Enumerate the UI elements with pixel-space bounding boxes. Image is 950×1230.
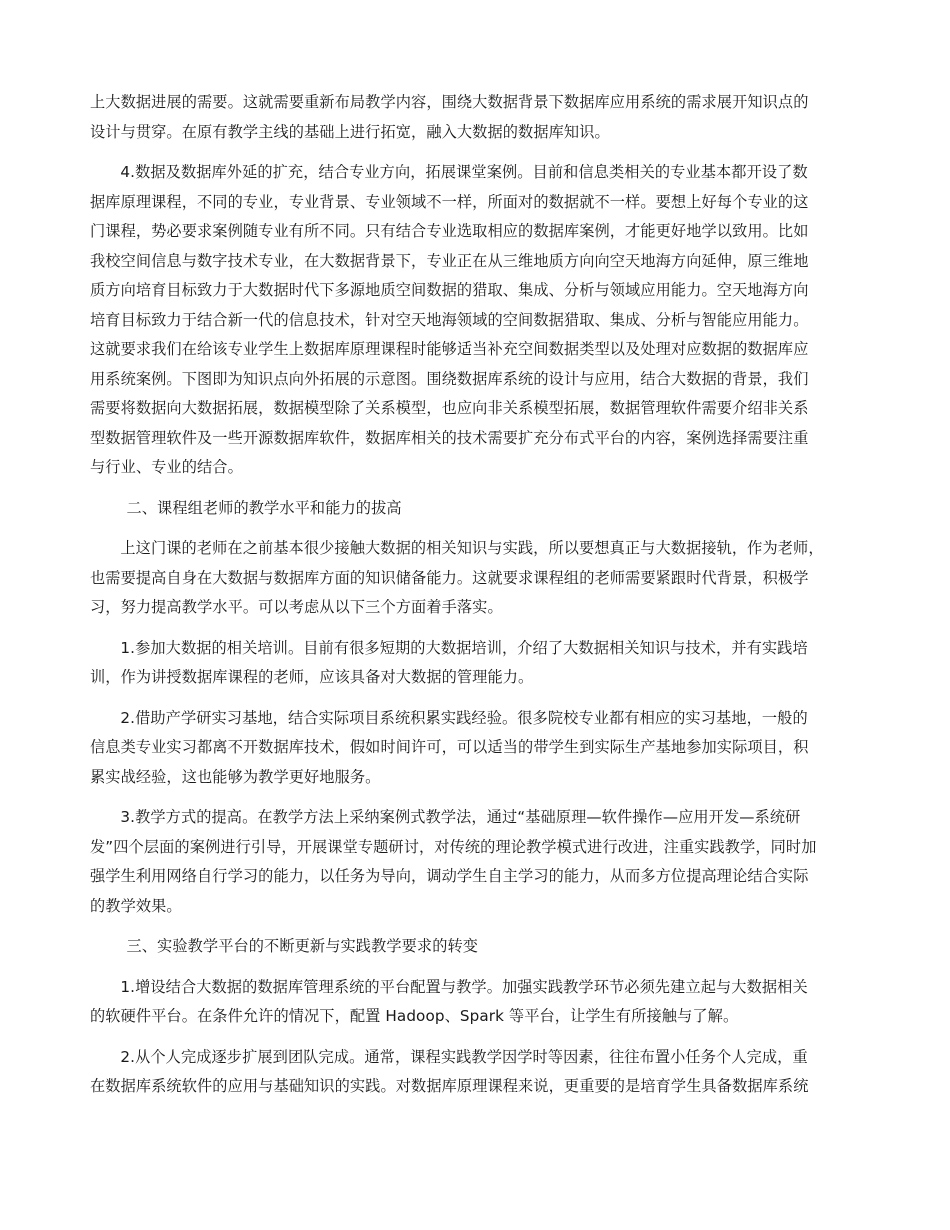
text-line: 习，努力提高教学水平。可以考虑从以下三个方面着手落实。 (90, 598, 503, 616)
text-line: 上大数据进展的需要。这就需要重新布局教学内容，围绕大数据背景下数据库应用系统的需求展开知识点的 (90, 93, 809, 111)
section-heading-3 (90, 932, 860, 962)
text-line: 1.参加大数据的相关培训。目前有很多短期的大数据培训，介绍了大数据相关知识与技术，并有实践培 (120, 638, 808, 657)
text-line: 设计与贯穿。在原有教学主线的基础上进行拓宽，融入大数据的数据库知识。 (90, 122, 610, 141)
text-line: 质方向培育目标致力于大数据时代下多源地质空间数据的猎取、集成、分析与领域应用能力。空天地海方向 (90, 281, 809, 299)
paragraph-item-2-team (90, 1043, 860, 1102)
text-line: 这就要求我们在给该专业学生上数据库原理课程时能够适当补充空间数据类型以及处理对应数据的数据库应 (90, 340, 809, 358)
text-line: 需要将数据向大数据拓展，数据模型除了关系模型，也应向非关系模型拓展，数据管理软件需要介绍非关系 (90, 399, 809, 417)
text-line: 门课程，势必要求案例随专业有所不同。只有结合专业选取相应的数据库案例，才能更好地学以致用。比如 (90, 222, 809, 240)
paragraph-continuation (90, 88, 860, 147)
text-line: 我校空间信息与数字技术专业，在大数据背景下，专业正在从三维地质方向向空天地海方向延伸，原三维地 (90, 251, 809, 270)
text-line: 上这门课的老师在之前基本很少接触大数据的相关知识与实践，所以要想真正与大数据接轨，作为老师， (120, 539, 824, 557)
text-line: 在数据库系统软件的应用与基础知识的实践。对数据库原理课程来说，更重要的是培育学生具备数据库系统 (90, 1077, 809, 1095)
text-line: 的教学效果。 (90, 896, 182, 915)
text-line: 培育目标致力于结合新一代的信息技术，针对空天地海领域的空间数据猎取、集成、分析与智能应用能力。 (90, 310, 809, 329)
text-line: 3.教学方式的提高。在教学方法上采纳案例式教学法，通过“基础原理—软件操作—应用开发—系统研 (120, 808, 801, 826)
text-line: 训，作为讲授数据库课程的老师，应该具备对大数据的管理能力。 (90, 668, 534, 686)
paragraph-item-1-platform (90, 973, 860, 1032)
heading-text: 二、课程组老师的教学水平和能力的拔高 (126, 498, 402, 517)
text-line: 据库原理课程，不同的专业，专业背景、专业领域不一样，所面对的数据就不一样。要想上好每个专业的这 (90, 192, 809, 211)
text-line: 2.从个人完成逐步扩展到团队完成。通常，课程实践教学因学时等因素，往往布置小任务个人完成，重 (120, 1047, 808, 1066)
text-line: 也需要提高自身在大数据与数据库方面的知识储备能力。这就要求课程组的老师需要紧跟时代背景，积极学 (90, 568, 809, 587)
text-line: 信息类专业实习都离不开数据库技术，假如时间许可，可以适当的带学生到实际生产基地参加实际项目，积 (90, 738, 809, 756)
text-line: 型数据管理软件及一些开源数据库软件，数据库相关的技术需要扩充分布式平台的内容，案例选择需要注重 (90, 428, 809, 447)
text-line: 的软硬件平台。在条件允许的情况下，配置 Hadoop、Spark 等平台，让学生有所接触与了解。 (90, 1007, 739, 1025)
paragraph-item-3-methods (90, 803, 860, 921)
section-heading-2 (90, 494, 860, 524)
paragraph-teachers (90, 534, 860, 623)
heading-text: 三、实验教学平台的不断更新与实践教学要求的转变 (126, 937, 479, 955)
text-line: 用系统案例。下图即为知识点向外拓展的示意图。围绕数据库系统的设计与应用，结合大数据的背景，我们 (90, 369, 809, 388)
text-line: 发”四个层面的案例进行引导，开展课堂专题研讨，对传统的理论教学模式进行改进，注重实践教学，同时加 (90, 837, 817, 856)
text-line: 2.借助产学研实习基地，结合实际项目系统积累实践经验。很多院校专业都有相应的实习基地，一般的 (120, 708, 808, 727)
text-line: 4.数据及数据库外延的扩充，结合专业方向，拓展课堂案例。目前和信息类相关的专业基本都开设了数 (120, 163, 808, 181)
text-line: 累实战经验，这也能够为教学更好地服务。 (90, 767, 381, 786)
text-line: 强学生利用网络自行学习的能力，以任务为导向，调动学生自主学习的能力，从而多方位提高理论结合实际 (90, 867, 809, 885)
paragraph-item-1-training (90, 634, 860, 693)
text-line: 1.增设结合大数据的数据库管理系统的平台配置与教学。加强实践教学环节必须先建立起与大数据相关 (120, 977, 808, 996)
text-line: 与行业、专业的结合。 (90, 458, 243, 476)
paragraph-item-4 (90, 158, 860, 483)
paragraph-item-2-practice (90, 704, 860, 793)
